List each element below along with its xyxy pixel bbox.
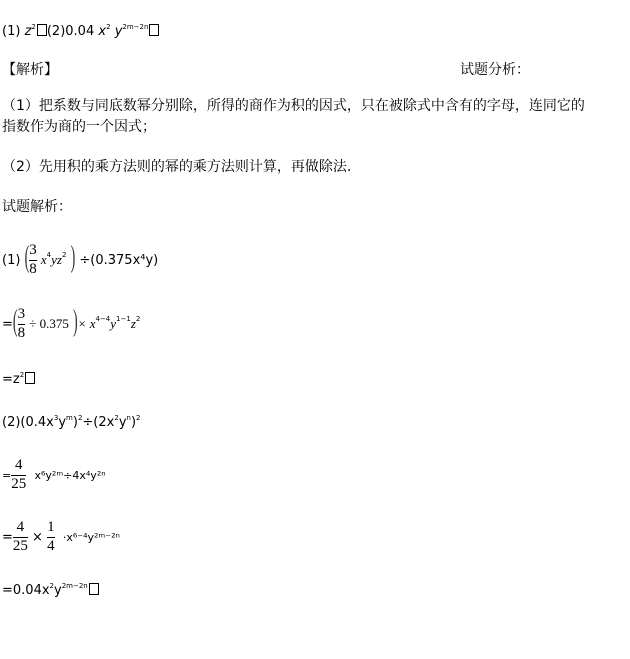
- q1-step-z-exp: 2: [135, 315, 141, 324]
- step2-text: 先用积的乘方法则的幂的乘方法则计算，再做除法.: [38, 159, 352, 175]
- q2-x-exp: 3: [53, 413, 59, 422]
- q1-z-exp: 2: [61, 251, 67, 260]
- answer-part1-exp: 2: [31, 22, 36, 31]
- answer-part2-y: y: [114, 24, 123, 39]
- q2-step2-frac2-denominator: 4: [47, 537, 55, 554]
- q1-label: (1): [2, 252, 21, 268]
- q1-step-x-exp: 4−4: [95, 315, 111, 324]
- q2-step1: [2, 458, 106, 493]
- q2-expression: [2, 413, 141, 430]
- q2-step2-equals: =: [2, 529, 13, 545]
- q1-divisor: ÷(0.375x⁴y): [79, 252, 159, 268]
- q1-frac-numerator: 3: [29, 242, 37, 258]
- q1-step-equals: =: [2, 316, 13, 332]
- missing-glyph-box: [149, 24, 159, 36]
- q2-y2: y: [118, 415, 127, 430]
- q1-step-y-exp: 1−1: [116, 315, 131, 324]
- q2-step2-frac2-numerator: 1: [47, 519, 55, 535]
- q2-step1-frac-numerator: 4: [14, 457, 23, 473]
- q2-step1-equals: =: [2, 468, 12, 482]
- q2-step1-rest: x⁶y²ᵐ÷4x⁴y²ⁿ: [34, 468, 106, 482]
- q2-divisor: ÷(2x: [82, 415, 115, 430]
- solution-label: 试题解析：: [2, 199, 72, 215]
- q2-step2: [2, 520, 120, 555]
- q2-step2-rest: ·x⁶⁻⁴y²ᵐ⁻²ⁿ: [62, 530, 120, 544]
- answer-line: [2, 24, 159, 38]
- step1-number: （1）: [2, 98, 39, 114]
- answer-part2-label: (2)0.04: [46, 24, 95, 39]
- q1-result: [2, 372, 35, 386]
- q2-step2-frac-numerator: 4: [16, 519, 25, 535]
- q2-step1-fraction: [11, 458, 26, 493]
- step1-line-b: 指数作为商的一个因式；: [2, 119, 156, 135]
- left-paren: (: [12, 306, 18, 340]
- q1-x-exp: 4: [46, 251, 52, 260]
- q2-result: [2, 583, 99, 597]
- analysis-title: 【解析】: [2, 62, 58, 78]
- q1-step-times-x: × x: [77, 315, 96, 331]
- q2-close-paren: ): [72, 415, 78, 430]
- step1-text-a: 把系数与同底数幂分别除，所得的商作为积的因式，只在被除式中含有的字母，连同它的: [38, 98, 585, 114]
- q2-step2-fraction: [13, 520, 28, 555]
- q1-step-frac-numerator: 3: [17, 306, 26, 322]
- answer-part2-x: x: [98, 24, 107, 39]
- answer-part2-x-exp: 2: [106, 22, 111, 31]
- q2-result-y: y: [54, 583, 62, 598]
- q1-step-fraction: [18, 307, 26, 342]
- q1-expression: [2, 243, 158, 278]
- q1-result-exp: 2: [19, 370, 25, 379]
- answer-part2-y-exp: 2m−2n: [122, 22, 149, 31]
- answer-part1-label: (1): [2, 24, 21, 39]
- step1-line-a: [2, 99, 585, 113]
- missing-glyph-box: [89, 583, 99, 595]
- q2-step2-frac-denominator: 25: [12, 537, 28, 554]
- q1-x: x: [40, 251, 47, 267]
- q1-fraction: [29, 243, 37, 278]
- left-paren: (: [24, 242, 30, 276]
- q2-power: 2: [77, 413, 83, 422]
- analysis-right-label: 试题分析：: [460, 62, 530, 78]
- q1-result-text: =z: [2, 372, 20, 387]
- right-paren: ): [70, 242, 76, 276]
- q2-power-2: 2: [136, 413, 141, 422]
- q2-text-a: (2)(0.4x: [2, 415, 54, 430]
- q2-y: y: [58, 415, 67, 430]
- right-paren: ): [73, 306, 78, 340]
- q2-y2-exp: n: [126, 413, 131, 422]
- q2-step2-times: ×: [32, 529, 43, 545]
- step2-line: [2, 160, 351, 174]
- q2-result-x-exp: 2: [49, 581, 54, 590]
- q1-step-frac-denominator: 8: [17, 324, 26, 341]
- answer-part1-base: z: [24, 24, 32, 39]
- q1-step: [2, 307, 140, 342]
- q1-step-z: z: [130, 315, 136, 331]
- q2-y-exp: m: [66, 413, 73, 422]
- q2-close-paren-2: ): [130, 415, 137, 430]
- q2-step2-fraction-2: [47, 520, 55, 555]
- q2-step1-frac-denominator: 25: [11, 475, 27, 492]
- missing-glyph-box: [25, 372, 35, 384]
- q2-result-text: =0.04x: [2, 583, 50, 598]
- q1-frac-denominator: 8: [29, 260, 37, 277]
- q2-result-y-exp: 2m−2n: [61, 581, 88, 590]
- q1-yz: yz: [51, 251, 62, 267]
- q2-x2-exp: 2: [114, 413, 119, 422]
- step2-number: （2）: [2, 159, 39, 175]
- q1-step-y: y: [110, 315, 117, 331]
- missing-glyph-box: [37, 24, 47, 36]
- q1-step-division: ÷ 0.375: [29, 315, 69, 331]
